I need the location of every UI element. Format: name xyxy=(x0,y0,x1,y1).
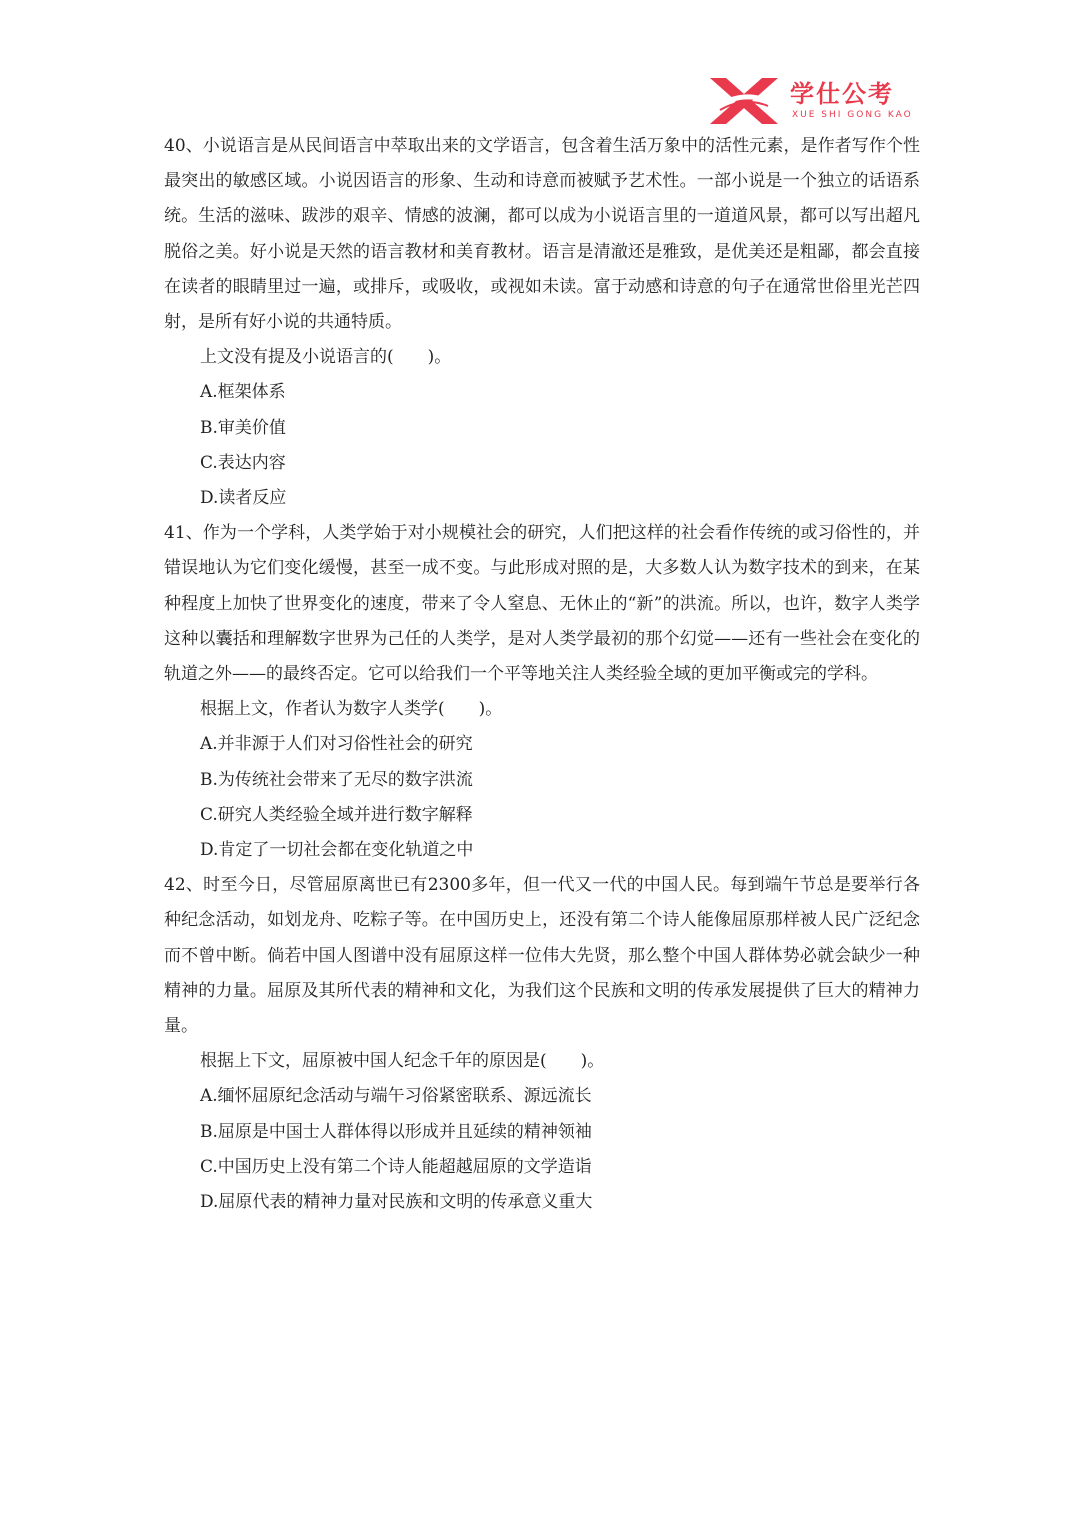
question-42 xyxy=(164,868,920,1220)
option-a: A.并非源于人们对习俗性社会的研究 xyxy=(200,734,473,755)
option-d: D.读者反应 xyxy=(200,488,287,509)
question-stem: 根据上文，作者认为数字人类学( )。 xyxy=(200,699,503,720)
option-c: C.中国历史上没有第二个诗人能超越屈原的文学造诣 xyxy=(200,1156,592,1177)
document-body xyxy=(164,129,920,1220)
question-passage: 42、时至今日，尽管屈原离世已有2300多年，但一代又一代的中国人民。每到端午节总是要举行各种纪念活动，如划龙舟、吃粽子等。在中国历史上，还没有第二个诗人能像屈原那样被人民广泛纪念而不曾中断。倘若中国人图谱中没有屈原这样一位伟大先贤，那么整个中国人群体势必就会缺少一种精神的力量。屈原及其所代表的精神和文化，为我们这个民族和文明的传承发展提供了巨大的精神力量。 xyxy=(164,875,920,1037)
option-b: B.审美价值 xyxy=(200,417,286,438)
question-passage: 41、作为一个学科，人类学始于对小规模社会的研究，人们把这样的社会看作传统的或习俗性的，并错误地认为它们变化缓慢，甚至一成不变。与此形成对照的是，大多数人认为数字技术的到来，在某种程度上加快了世界变化的速度，带来了令人窒息、无休止的“新”的洪流。所以，也许，数字人类学这种以囊括和理解数字世界为己任的人类学，是对人类学最初的那个幻觉——还有一些社会在变化的轨道之外——的最终否定。它可以给我们一个平等地关注人类经验全域的更加平衡或完的学科。 xyxy=(164,523,920,685)
brand-logo xyxy=(708,72,920,128)
logo-x-icon xyxy=(708,76,780,126)
question-stem: 上文没有提及小说语言的( )。 xyxy=(200,347,452,368)
logo-title: 学仕公考 xyxy=(790,80,894,108)
option-a: A.框架体系 xyxy=(200,382,286,403)
question-40 xyxy=(164,129,920,516)
logo-subtitle: XUE SHI GONG KAO xyxy=(792,110,913,120)
question-passage: 40、小说语言是从民间语言中萃取出来的文学语言，包含着生活万象中的活性元素，是作者写作个性最突出的敏感区域。小说因语言的形象、生动和诗意而被赋予艺术性。一部小说是一个独立的话语系统。生活的滋味、跋涉的艰辛、情感的波澜，都可以成为小说语言里的一道道风景，都可以写出超凡脱俗之美。好小说是天然的语言教材和美育教材。语言是清澈还是雅致，是优美还是粗鄙，都会直接在读者的眼睛里过一遍，或排斥，或吸收，或视如未读。富于动感和诗意的句子在通常世俗里光芒四射，是所有好小说的共通特质。 xyxy=(164,136,920,333)
question-41 xyxy=(164,516,920,868)
option-c: C.表达内容 xyxy=(200,452,286,473)
option-d: D.肯定了一切社会都在变化轨道之中 xyxy=(200,840,474,861)
option-a: A.缅怀屈原纪念活动与端午习俗紧密联系、源远流长 xyxy=(200,1086,592,1107)
option-b: B.屈原是中国士人群体得以形成并且延续的精神领袖 xyxy=(200,1121,592,1142)
question-stem: 根据上下文，屈原被中国人纪念千年的原因是( )。 xyxy=(200,1051,605,1072)
option-d: D.屈原代表的精神力量对民族和文明的传承意义重大 xyxy=(200,1192,593,1213)
option-b: B.为传统社会带来了无尽的数字洪流 xyxy=(200,769,473,790)
option-c: C.研究人类经验全域并进行数字解释 xyxy=(200,804,473,825)
